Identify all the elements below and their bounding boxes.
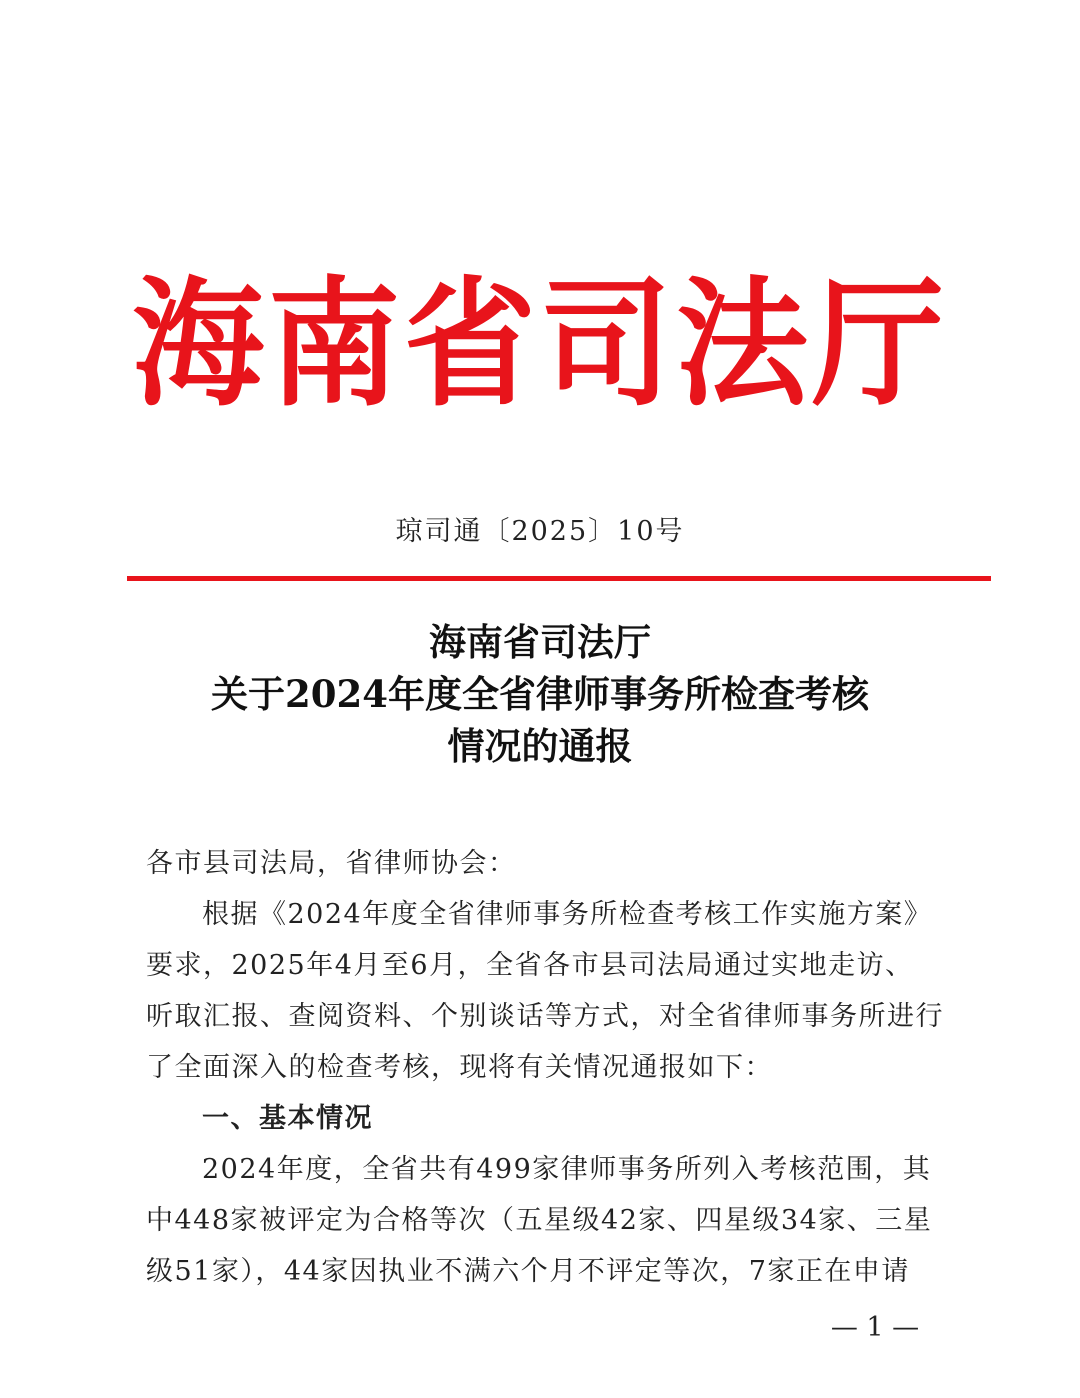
paragraph-line: 听取汇报、查阅资料、个别谈话等方式，对全省律师事务所进行 [146, 1001, 944, 1032]
title-line-1: 海南省司法厅 [429, 620, 651, 664]
document-number: 琼司通〔2025〕10号 [395, 516, 685, 547]
section-heading: 一、基本情况 [202, 1103, 373, 1134]
masthead-title: 海南省司法厅 [132, 263, 948, 426]
title-line-2: 关于2024年度全省律师事务所检查考核 [211, 672, 869, 716]
paragraph-line: 2024年度，全省共有499家律师事务所列入考核范围，其 [202, 1154, 932, 1185]
page-number: — 1 — [830, 1312, 920, 1343]
red-divider-line [127, 576, 991, 581]
salutation: 各市县司法局，省律师协会： [146, 848, 517, 879]
paragraph-line: 级51家），44家因执业不满六个月不评定等次，7家正在申请 [146, 1256, 910, 1287]
paragraph-line: 了全面深入的检查考核，现将有关情况通报如下： [146, 1052, 773, 1083]
paragraph-line: 要求，2025年4月至6月，全省各市县司法局通过实地走访、 [146, 950, 914, 981]
paragraph-line: 中448家被评定为合格等次（五星级42家、四星级34家、三星 [146, 1205, 933, 1236]
paragraph-line: 根据《2024年度全省律师事务所检查考核工作实施方案》 [202, 899, 933, 930]
document-title [100, 616, 980, 772]
title-line-3: 情况的通报 [447, 724, 633, 768]
document-body [146, 838, 946, 1297]
